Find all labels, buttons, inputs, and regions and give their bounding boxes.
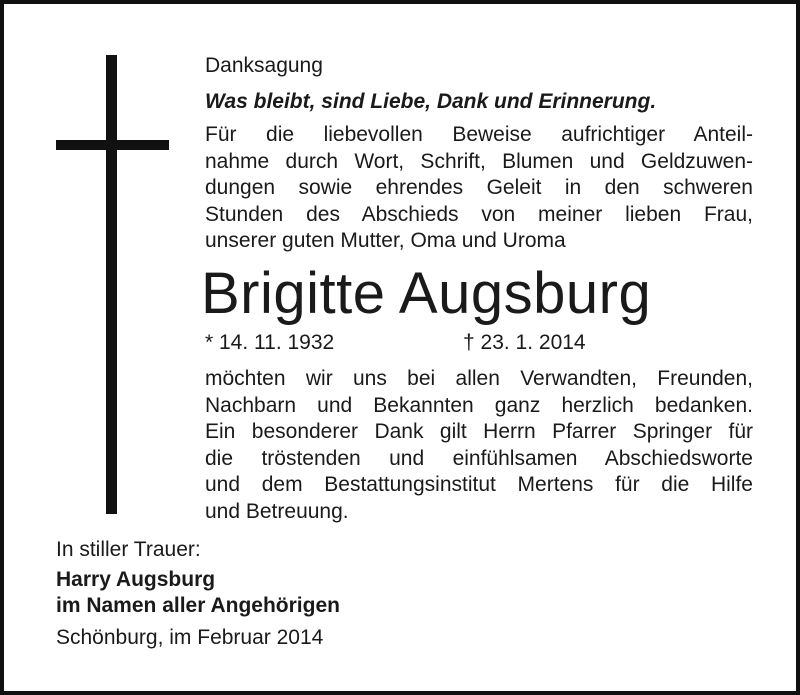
intro-line: unserer guten Mutter, Oma und Uroma: [205, 229, 566, 252]
thanks-line: und dem Bestattungsinstitut Mertens für die Hilfe: [205, 473, 753, 496]
intro-line: Stunden des Abschieds von meiner lieben Frau,: [205, 202, 753, 226]
thanks-line: Ein besonderer Dank gilt Herrn Pfarrer Springer für: [205, 420, 753, 443]
motto-line: Was bleibt, sind Liebe, Dank und Erinnerung.: [205, 90, 657, 113]
thanks-line: Nachbarn und Bekannten ganz herzlich bedanken.: [205, 393, 753, 417]
deceased-name: Brigitte Augsburg: [201, 261, 652, 326]
intro-line: Für die liebevollen Beweise aufrichtiger Anteil-: [205, 123, 753, 146]
mourning-label: In stiller Trauer:: [56, 538, 201, 561]
signer-name: Harry Augsburg: [56, 568, 216, 591]
intro-paragraph: [205, 122, 753, 255]
thanks-line: die tröstenden und einfühlsamen Abschiedsworte: [205, 446, 753, 470]
intro-line: dungen sowie ehrendes Geleit in den schweren: [205, 176, 753, 199]
signer-note: im Namen aller Angehörigen: [56, 594, 340, 617]
thanks-line: möchten wir uns bei allen Verwandten, Freunden,: [205, 367, 753, 390]
place-date: Schönburg, im Februar 2014: [56, 626, 324, 649]
death-date: † 23. 1. 2014: [463, 331, 586, 354]
cross-vertical-bar: [106, 55, 117, 514]
thanks-paragraph: [205, 366, 753, 525]
thanks-line: und Betreuung.: [205, 499, 349, 523]
birth-date: * 14. 11. 1932: [205, 331, 335, 354]
cross-horizontal-bar: [56, 140, 169, 150]
intro-line: nahme durch Wort, Schrift, Blumen und Geldzuwen-: [205, 149, 753, 173]
notice-heading: Danksagung: [205, 54, 323, 77]
